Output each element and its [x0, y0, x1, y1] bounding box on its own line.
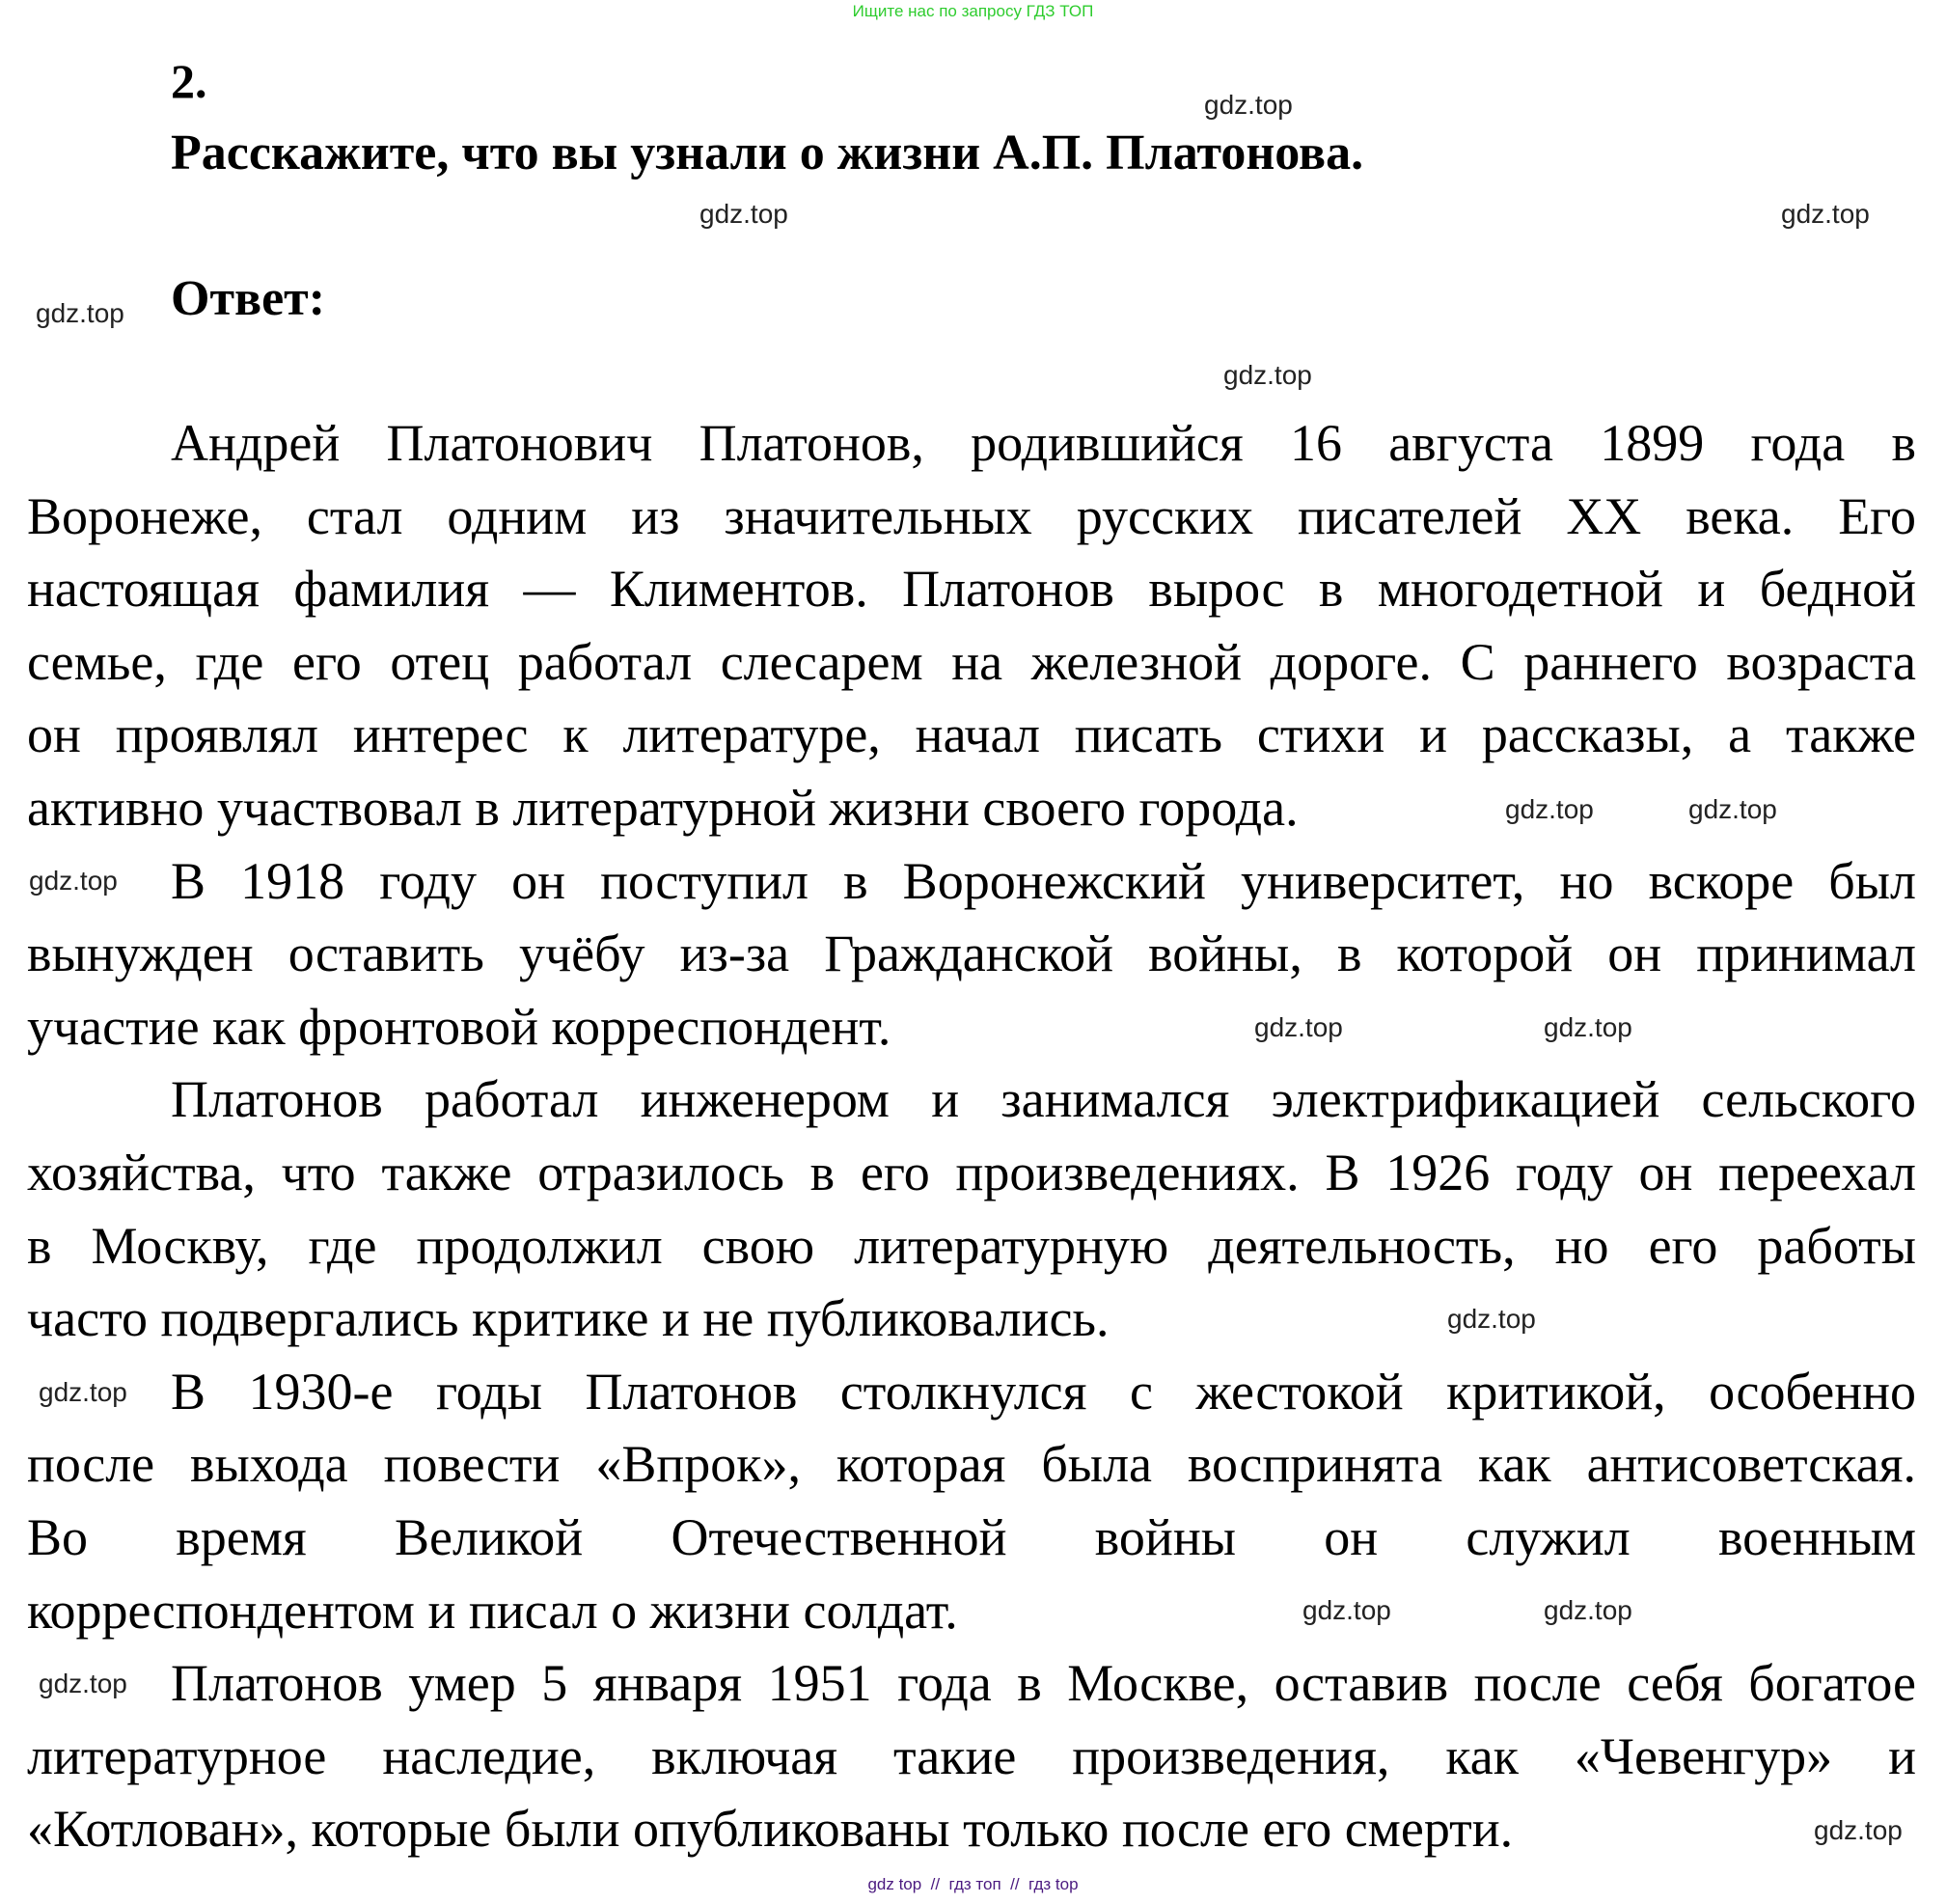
watermark: gdz.top: [39, 1377, 127, 1407]
watermark: gdz.top: [1781, 199, 1870, 229]
footer-text: gdz top // гдз топ // гдз top: [867, 1875, 1079, 1893]
answer-paragraph: [27, 845, 1916, 1064]
watermark: gdz.top: [36, 298, 124, 328]
text-line: он проявлял интерес к литературе, начал писать стихи и рассказы, а также: [27, 705, 1916, 764]
text-line: часто подвергались критике и не публиковались.: [27, 1289, 1110, 1348]
answer-paragraph: [27, 1356, 1916, 1647]
text-line: Платонов умер 5 января 1951 года в Москве, оставив после себя богатое: [171, 1654, 1916, 1713]
text-line: В 1930-е годы Платонов столкнулся с жестокой критикой, особенно: [171, 1362, 1916, 1421]
watermark: gdz.top: [1302, 1595, 1391, 1625]
text-line: корреспондентом и писал о жизни солдат.: [27, 1581, 958, 1640]
text-line: В 1918 году он поступил в Воронежский университет, но вскоре был: [171, 851, 1916, 910]
text-line: Во время Великой Отечественной войны он служил военным: [27, 1507, 1916, 1566]
watermark: gdz.top: [1223, 360, 1312, 390]
text-line: настоящая фамилия — Климентов. Платонов вырос в многодетной и бедной: [27, 560, 1916, 619]
answer-label: Ответ:: [171, 271, 326, 326]
search-hint-banner: Ищите нас по запросу ГДЗ ТОП: [852, 2, 1094, 20]
text-line: после выхода повести «Впрок», которая была воспринята как антисоветская.: [27, 1435, 1916, 1494]
text-line: вынужден оставить учёбу из-за Гражданской войны, в которой он принимал: [27, 924, 1916, 983]
text-line: семье, где его отец работал слесарем на железной дороге. С раннего возраста: [27, 632, 1916, 691]
watermark: gdz.top: [1447, 1304, 1536, 1334]
text-line: активно участвовал в литературной жизни своего города.: [27, 778, 1299, 837]
answer-paragraph: [27, 1063, 1916, 1355]
text-line: Платонов работал инженером и занимался электрификацией сельского: [171, 1070, 1916, 1129]
text-line: Воронеже, стал одним из значительных русских писателей XX века. Его: [27, 486, 1916, 545]
text-line: в Москву, где продолжил свою литературную деятельность, но его работы: [27, 1216, 1916, 1275]
text-line: литературное наследие, включая такие произведения, как «Чевенгур» и: [27, 1726, 1916, 1785]
watermark: gdz.top: [1254, 1012, 1343, 1042]
watermark: gdz.top: [29, 866, 118, 896]
text-line: «Котлован», которые были опубликованы только после его смерти.: [27, 1800, 1514, 1859]
watermark: gdz.top: [39, 1669, 127, 1698]
footer-links: [0, 1875, 1946, 1894]
answer-body: [27, 407, 1916, 1866]
answer-paragraph: [27, 407, 1916, 845]
watermark: gdz.top: [1204, 90, 1293, 120]
watermark: gdz.top: [1688, 794, 1777, 824]
watermark: gdz.top: [1814, 1815, 1903, 1845]
text-line: хозяйства, что также отразилось в его произведениях. В 1926 году он переехал: [27, 1143, 1916, 1201]
question-number: 2.: [171, 54, 207, 108]
question-title: Расскажите, что вы узнали о жизни А.П. Платонова.: [171, 125, 1364, 180]
text-line: участие как фронтовой корреспондент.: [27, 997, 891, 1056]
watermark: gdz.top: [1505, 794, 1594, 824]
watermark: gdz.top: [1544, 1595, 1632, 1625]
answer-paragraph: [27, 1647, 1916, 1866]
watermark: gdz.top: [1544, 1012, 1632, 1042]
watermark: gdz.top: [699, 199, 788, 229]
text-line: Андрей Платонович Платонов, родившийся 16 августа 1899 года в: [171, 414, 1916, 472]
